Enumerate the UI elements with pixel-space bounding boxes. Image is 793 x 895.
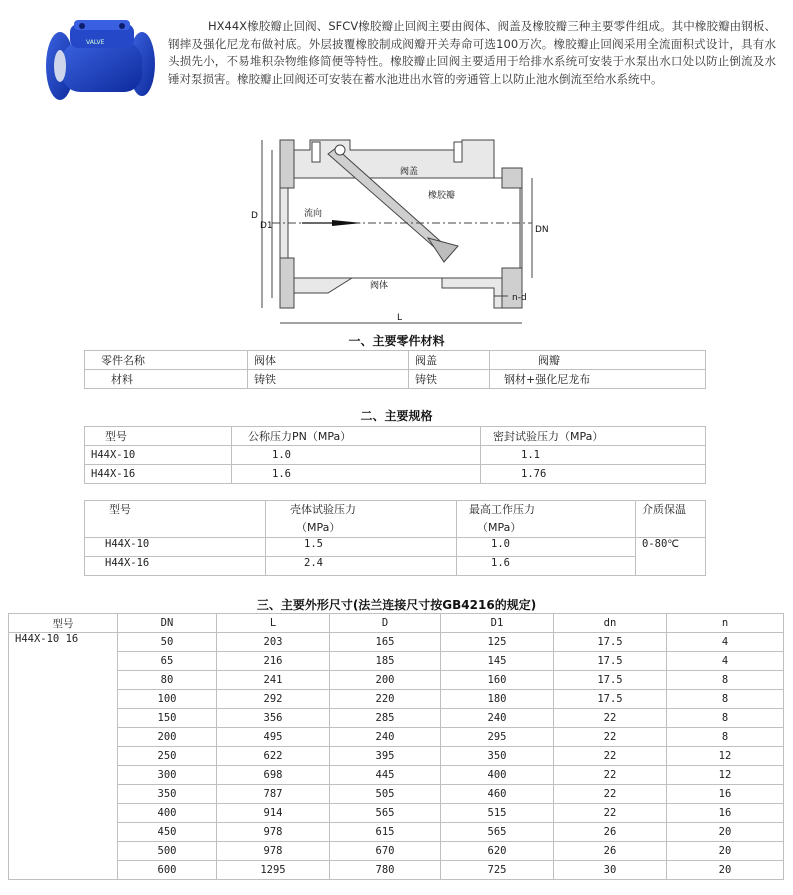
table-cell: 216 bbox=[217, 652, 330, 671]
table-cell: 295 bbox=[441, 728, 554, 747]
valve-photo bbox=[42, 16, 160, 106]
table-cell: 22 bbox=[554, 804, 667, 823]
table-cell: 1.1 bbox=[481, 446, 706, 465]
table-cell: 20 bbox=[667, 842, 784, 861]
table-row bbox=[9, 690, 784, 709]
table-cell: 787 bbox=[217, 785, 330, 804]
table-cell: 725 bbox=[441, 861, 554, 880]
table-cell: 395 bbox=[330, 747, 441, 766]
table-cell: 160 bbox=[441, 671, 554, 690]
diagram-label-body: 阀体 bbox=[370, 281, 389, 291]
table-row bbox=[85, 557, 706, 576]
table-cell: 285 bbox=[330, 709, 441, 728]
table-cell: H44X-16 bbox=[85, 465, 232, 484]
table-cell: H44X-10 bbox=[85, 446, 232, 465]
table-cell: 125 bbox=[441, 633, 554, 652]
table-cell: 材料 bbox=[85, 370, 248, 389]
table-cell: 145 bbox=[441, 652, 554, 671]
table-header-cell: D bbox=[330, 614, 441, 633]
diagram-label-flow: 流向 bbox=[304, 209, 323, 219]
table-cell: 150 bbox=[118, 709, 217, 728]
table-cell: 505 bbox=[330, 785, 441, 804]
table-cell: 978 bbox=[217, 823, 330, 842]
dimensions-table bbox=[8, 613, 784, 880]
table-row bbox=[9, 861, 784, 880]
materials-table bbox=[84, 350, 706, 389]
table-cell: 200 bbox=[330, 671, 441, 690]
table-header-cell: 最高工作压力 bbox=[457, 501, 636, 520]
table-row bbox=[9, 747, 784, 766]
table-cell: 978 bbox=[217, 842, 330, 861]
table-cell: 22 bbox=[554, 709, 667, 728]
table-cell: 495 bbox=[217, 728, 330, 747]
table-row bbox=[85, 501, 706, 520]
table-header-cell bbox=[85, 519, 266, 538]
table-cell: 80 bbox=[118, 671, 217, 690]
table-cell: H44X-16 bbox=[85, 557, 266, 576]
table-cell: 8 bbox=[667, 709, 784, 728]
table-cell: 240 bbox=[441, 709, 554, 728]
table-cell: 615 bbox=[330, 823, 441, 842]
table-cell: 铸铁 bbox=[409, 370, 490, 389]
table-row bbox=[9, 709, 784, 728]
diagram-label-D: D bbox=[251, 211, 258, 221]
table-header-cell: 公称压力PN（MPa） bbox=[232, 427, 481, 446]
table-cell: 1.6 bbox=[232, 465, 481, 484]
table-cell: 622 bbox=[217, 747, 330, 766]
table-cell: 1.5 bbox=[266, 538, 457, 557]
table-header-cell: L bbox=[217, 614, 330, 633]
table-cell: 4 bbox=[667, 633, 784, 652]
table-header-cell: （MPa） bbox=[266, 519, 457, 538]
table-header-cell: dn bbox=[554, 614, 667, 633]
table-cell: 20 bbox=[667, 823, 784, 842]
table-cell: 12 bbox=[667, 766, 784, 785]
table-row bbox=[9, 785, 784, 804]
table-cell: 8 bbox=[667, 671, 784, 690]
table-cell: 241 bbox=[217, 671, 330, 690]
table-cell: 65 bbox=[118, 652, 217, 671]
table-cell: 钢材+强化尼龙布 bbox=[490, 370, 706, 389]
table-header-cell bbox=[636, 519, 706, 538]
table-cell: 8 bbox=[667, 690, 784, 709]
diagram-label-D1: D1 bbox=[260, 221, 273, 231]
table-cell: 17.5 bbox=[554, 690, 667, 709]
diagram-label-bonnet: 阀盖 bbox=[400, 167, 419, 177]
table-row bbox=[9, 823, 784, 842]
table-header-cell: 型号 bbox=[85, 501, 266, 520]
table-cell: 350 bbox=[441, 747, 554, 766]
table-cell: 17.5 bbox=[554, 633, 667, 652]
table-cell: 零件名称 bbox=[85, 351, 248, 370]
table-cell: 17.5 bbox=[554, 671, 667, 690]
table-cell: 356 bbox=[217, 709, 330, 728]
table-cell: 阀瓣 bbox=[490, 351, 706, 370]
table-cell: 200 bbox=[118, 728, 217, 747]
table-cell: 565 bbox=[330, 804, 441, 823]
table-cell: 914 bbox=[217, 804, 330, 823]
table-cell: 180 bbox=[441, 690, 554, 709]
table-cell: 22 bbox=[554, 747, 667, 766]
svg-text:VALVE: VALVE bbox=[86, 39, 105, 46]
section-2-title: 二、主要规格 bbox=[360, 409, 433, 423]
table-cell: 185 bbox=[330, 652, 441, 671]
table-cell: 445 bbox=[330, 766, 441, 785]
table-cell: 620 bbox=[441, 842, 554, 861]
table-cell: 阀盖 bbox=[409, 351, 490, 370]
table-row bbox=[9, 804, 784, 823]
intro-paragraph: HX44X橡胶瓣止回阀、SFCV橡胶瓣止回阀主要由阀体、阀盖及橡胶瓣三种主要零件组成。其中橡胶瓣由钢板、钢摔及强化尼龙布做衬底。外层披覆橡胶制成阀瓣开关寿命可选100万次。橡胶瓣止回阀采用全流面积式设计，具有水头损先小，不易堆积杂物维修简便等特性。橡胶瓣止回阀主要适用于给排水系统可安装于水泵出水口处以防止倒流及水锤对泵损害。橡胶瓣止回阀还可安装在蓄水池进出水管的旁通管上以防止池水倒流至给水系统中。 bbox=[168, 19, 776, 86]
table-cell: 292 bbox=[217, 690, 330, 709]
spec-table bbox=[84, 426, 706, 484]
table-cell: 22 bbox=[554, 728, 667, 747]
table-cell: 50 bbox=[118, 633, 217, 652]
table-cell: 8 bbox=[667, 728, 784, 747]
table-row bbox=[9, 671, 784, 690]
table-cell: 500 bbox=[118, 842, 217, 861]
section-1-title: 一、主要零件材料 bbox=[348, 334, 445, 348]
table-cell: 0-80℃ bbox=[636, 538, 706, 557]
table-row bbox=[85, 446, 706, 465]
table-cell: 670 bbox=[330, 842, 441, 861]
table-cell: 2.4 bbox=[266, 557, 457, 576]
table-cell: 780 bbox=[330, 861, 441, 880]
table-row bbox=[85, 427, 706, 446]
table-cell: 20 bbox=[667, 861, 784, 880]
table-cell: 203 bbox=[217, 633, 330, 652]
table-header-cell: 介质保温 bbox=[636, 501, 706, 520]
table-cell: 350 bbox=[118, 785, 217, 804]
table-cell: 16 bbox=[667, 804, 784, 823]
table-row bbox=[85, 351, 706, 370]
table-cell: 400 bbox=[118, 804, 217, 823]
table-header-cell: 壳体试验压力 bbox=[266, 501, 457, 520]
valve-section-diagram bbox=[232, 128, 552, 338]
table-row bbox=[9, 766, 784, 785]
table-row bbox=[85, 370, 706, 389]
table-cell: 565 bbox=[441, 823, 554, 842]
diagram-label-nd: n-d bbox=[512, 293, 527, 303]
table-header-cell: （MPa） bbox=[457, 519, 636, 538]
table-cell: 26 bbox=[554, 823, 667, 842]
table-cell: 515 bbox=[441, 804, 554, 823]
table-header-cell: 型号 bbox=[9, 614, 118, 633]
table-row bbox=[9, 842, 784, 861]
diagram-label-DN: DN bbox=[535, 225, 549, 235]
table-cell: 300 bbox=[118, 766, 217, 785]
section-3-title: 三、主要外形尺寸(法兰连接尺寸按GB4216的规定) bbox=[256, 598, 537, 612]
table-cell: 阀体 bbox=[248, 351, 409, 370]
table-row bbox=[9, 633, 784, 652]
table-cell: 30 bbox=[554, 861, 667, 880]
table-header-cell: 密封试验压力（MPa） bbox=[481, 427, 706, 446]
table-cell: 1.6 bbox=[457, 557, 636, 576]
table-cell: 4 bbox=[667, 652, 784, 671]
table-row bbox=[9, 728, 784, 747]
table-cell: 400 bbox=[441, 766, 554, 785]
table-cell: 17.5 bbox=[554, 652, 667, 671]
table-row bbox=[85, 538, 706, 557]
table-cell: 698 bbox=[217, 766, 330, 785]
diagram-label-flap: 橡胶瓣 bbox=[428, 191, 456, 201]
table-row bbox=[85, 465, 706, 484]
table-header-cell: n bbox=[667, 614, 784, 633]
table-row bbox=[9, 652, 784, 671]
table-cell: 1295 bbox=[217, 861, 330, 880]
table-cell: 16 bbox=[667, 785, 784, 804]
table-cell: 22 bbox=[554, 785, 667, 804]
table-header-row bbox=[9, 614, 784, 633]
table-cell: 600 bbox=[118, 861, 217, 880]
table-cell: 250 bbox=[118, 747, 217, 766]
table-cell: 100 bbox=[118, 690, 217, 709]
table-cell: 26 bbox=[554, 842, 667, 861]
table-header-cell: 型号 bbox=[85, 427, 232, 446]
pressure-table bbox=[84, 500, 706, 576]
table-cell: 165 bbox=[330, 633, 441, 652]
table-cell: 12 bbox=[667, 747, 784, 766]
table-cell: 1.0 bbox=[457, 538, 636, 557]
table-cell: 1.0 bbox=[232, 446, 481, 465]
table-header-cell: DN bbox=[118, 614, 217, 633]
table-cell: 1.76 bbox=[481, 465, 706, 484]
table-cell: 22 bbox=[554, 766, 667, 785]
table-header-cell: D1 bbox=[441, 614, 554, 633]
table-cell: 450 bbox=[118, 823, 217, 842]
table-cell: 220 bbox=[330, 690, 441, 709]
table-cell bbox=[636, 557, 706, 576]
table-cell: 240 bbox=[330, 728, 441, 747]
table-cell: 460 bbox=[441, 785, 554, 804]
diagram-label-L: L bbox=[397, 313, 403, 323]
model-cell: H44X-10 16 bbox=[9, 633, 118, 880]
table-row bbox=[85, 519, 706, 538]
table-cell: 铸铁 bbox=[248, 370, 409, 389]
table-cell: H44X-10 bbox=[85, 538, 266, 557]
